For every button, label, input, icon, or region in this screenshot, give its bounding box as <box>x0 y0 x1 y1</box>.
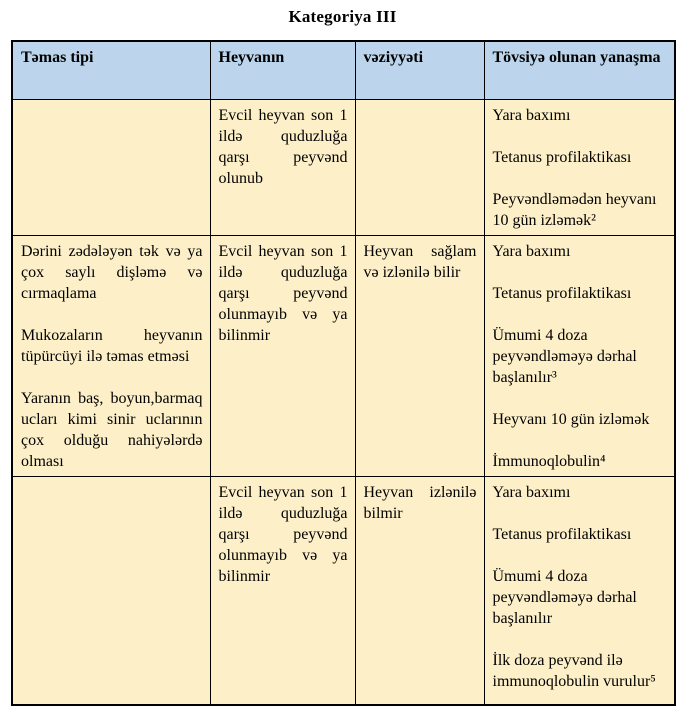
cell-paragraph: Evcil heyvan son 1 ildə quduzluğa qarşı peyvənd olunmayıb və ya bilinmir <box>218 242 348 344</box>
col-header-contact-type: Təmas tipi <box>12 41 210 99</box>
page-title: Kategoriya III <box>288 7 397 26</box>
col-header-recommended-approach: Tövsiyə olunan yanaşma <box>484 41 675 99</box>
cell-paragraph: Yara baxımı <box>492 242 571 260</box>
cell-recommended-approach <box>484 235 675 476</box>
cell-animal <box>210 476 355 705</box>
cell-contact-type <box>12 99 210 235</box>
cell-paragraph: Heyvan izlənilə bilmir <box>363 483 477 522</box>
table-row <box>12 235 675 476</box>
cell-paragraph: Evcil heyvan son 1 ildə quduzluğa qarşı peyvənd olunub <box>218 106 348 187</box>
cell-paragraph: Peyvəndləmədən heyvanı 10 gün izləmək² <box>492 190 657 229</box>
cell-paragraph: Tetanus profilaktikası <box>492 284 632 302</box>
cell-paragraph: Ümumi 4 doza peyvəndləməyə dərhal başlanılır <box>492 567 637 627</box>
category-table <box>11 40 676 706</box>
table-row <box>12 99 675 235</box>
cell-contact-type <box>12 476 210 705</box>
cell-paragraph: Heyvanı 10 gün izləmək <box>492 410 650 428</box>
table-header-row <box>12 41 675 99</box>
cell-paragraph: Ümumi 4 doza peyvəndləməyə dərhal başlanılır³ <box>492 326 637 386</box>
cell-paragraph: Tetanus profilaktikası <box>492 525 632 543</box>
table-row <box>12 476 675 705</box>
cell-recommended-approach <box>484 99 675 235</box>
cell-paragraph: Yaranın baş, boyun,barmaq ucları kimi sinir uclarının çox olduğu nahiyələrdə olması <box>21 389 203 470</box>
cell-paragraph: Yara baxımı <box>492 483 571 501</box>
cell-condition <box>355 476 484 705</box>
cell-recommended-approach <box>484 476 675 705</box>
cell-animal <box>210 235 355 476</box>
cell-paragraph: Evcil heyvan son 1 ildə quduzluğa qarşı peyvənd olunmayıb və ya bilinmir <box>218 483 348 585</box>
cell-paragraph: Yara baxımı <box>492 106 571 124</box>
cell-animal <box>210 99 355 235</box>
cell-condition <box>355 99 484 235</box>
cell-paragraph: Tetanus profilaktikası <box>492 148 632 166</box>
col-header-condition: vəziyyəti <box>355 41 484 99</box>
cell-paragraph: Heyvan sağlam və izlənilə bilir <box>363 242 477 281</box>
cell-paragraph: İlk doza peyvənd ilə immunoqlobulin vurulur⁵ <box>492 651 656 690</box>
cell-contact-type <box>12 235 210 476</box>
cell-paragraph: Mukozaların heyvanın tüpürcüyi ilə təmas etməsi <box>21 326 203 365</box>
cell-paragraph: İmmunoqlobulin⁴ <box>492 452 606 470</box>
col-header-animal: Heyvanın <box>210 41 355 99</box>
cell-condition <box>355 235 484 476</box>
cell-paragraph: Dərini zədələyən tək və ya çox saylı dişləmə və cırmaqlama <box>21 242 203 302</box>
